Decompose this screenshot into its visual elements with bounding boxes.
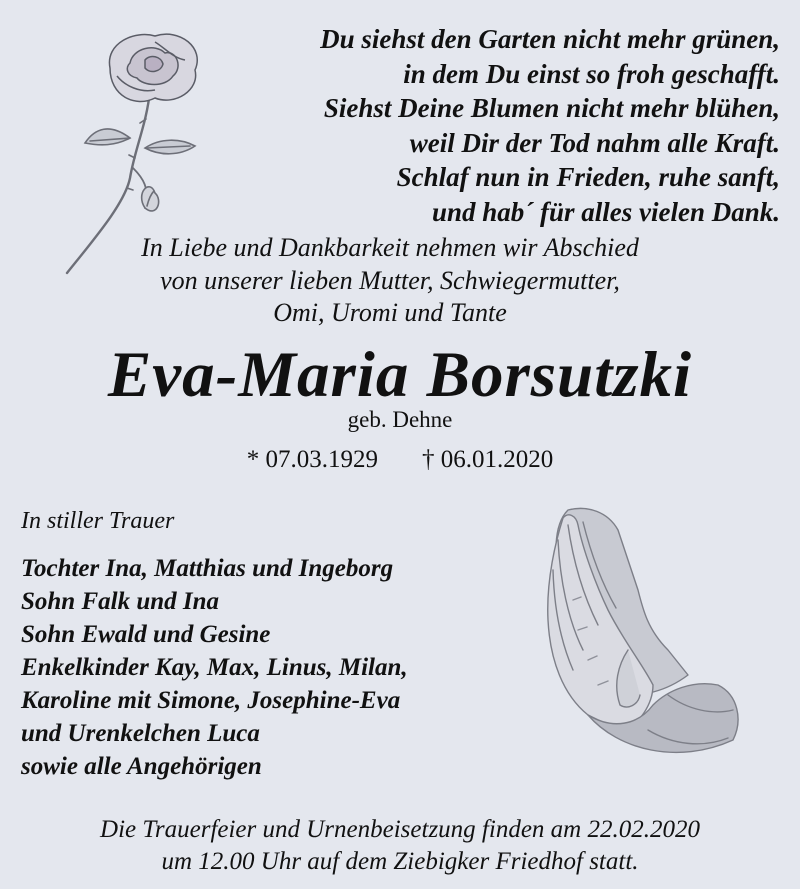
birth-date: * 07.03.1929: [246, 446, 378, 473]
funeral-info: [0, 814, 800, 877]
family-line: sowie alle Angehörigen: [21, 753, 262, 780]
family-list: [21, 552, 408, 783]
intro-line: Omi, Uromi und Tante: [273, 298, 507, 327]
death-date: † 06.01.2020: [422, 446, 554, 473]
funeral-line: um 12.00 Uhr auf dem Ziebigker Friedhof statt.: [161, 847, 639, 875]
intro-text: [0, 232, 780, 330]
poem-line: Siehst Deine Blumen nicht mehr blühen,: [323, 93, 780, 124]
intro-line: In Liebe und Dankbarkeit nehmen wir Abschied: [141, 233, 639, 262]
funeral-line: Die Trauerfeier und Urnenbeisetzung finden am 22.02.2020: [100, 816, 700, 843]
poem-line: Du siehst den Garten nicht mehr grünen,: [320, 24, 780, 54]
poem-line: weil Dir der Tod nahm alle Kraft.: [409, 127, 780, 158]
family-line: Sohn Ewald und Gesine: [21, 621, 271, 648]
family-line: und Urenkelchen Luca: [21, 720, 260, 747]
poem-line: Schlaf nun in Frieden, ruhe sanft,: [396, 162, 780, 193]
intro-line: von unserer lieben Mutter, Schwiegermutter,: [160, 265, 620, 295]
family-line: Enkelkinder Kay, Max, Linus, Milan,: [21, 654, 408, 681]
family-line: Tochter Ina, Matthias und Ingeborg: [21, 555, 394, 582]
praying-hands-illustration: [528, 500, 748, 785]
poem-line: und hab´ für alles vielen Dank.: [431, 196, 780, 227]
deceased-name: Eva-Maria Borsutzki: [107, 339, 693, 411]
poem-line: in dem Du einst so froh geschafft.: [403, 58, 780, 89]
poem: [180, 22, 780, 230]
birth-name: geb. Dehne: [347, 407, 453, 432]
family-line: Karoline mit Simone, Josephine-Eva: [21, 687, 401, 714]
family-line: Sohn Falk und Ina: [21, 588, 220, 615]
mourning-label: In stiller Trauer: [21, 508, 175, 534]
life-dates: [0, 444, 800, 476]
